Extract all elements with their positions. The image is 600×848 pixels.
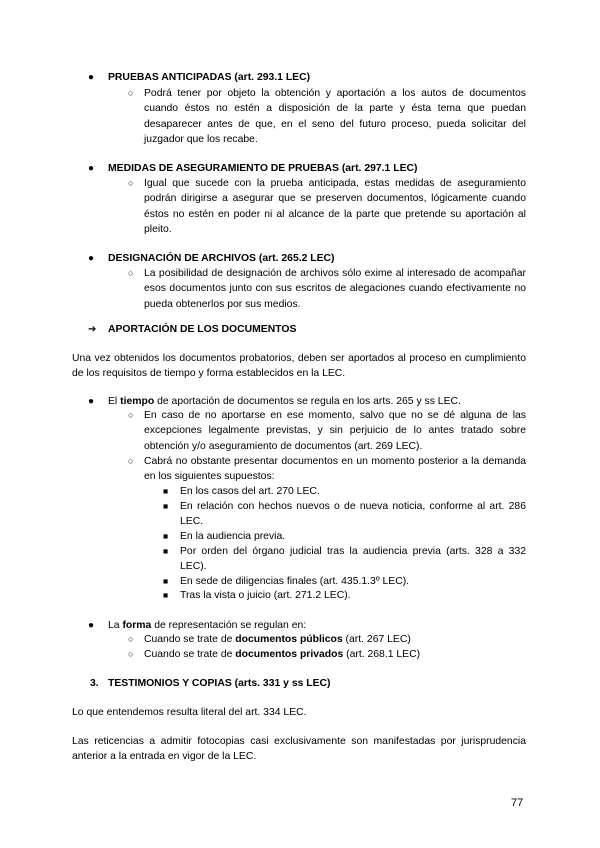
case-item: En sede de diligencias finales (art. 435.1.3º LEC). bbox=[180, 576, 410, 587]
tiempo-sub-2: Cabrá no obstante presentar documentos en un momento posterior a la demanda en los siguientes supuestos: bbox=[144, 456, 526, 483]
case-item: Tras la vista o juicio (art. 271.2 LEC). bbox=[180, 590, 351, 601]
square-bullet-icon: ■ bbox=[163, 486, 169, 496]
section-heading-pruebas-anticipadas: PRUEBAS ANTICIPADAS (art. 293.1 LEC) bbox=[108, 72, 311, 83]
bullet-icon: ● bbox=[88, 72, 95, 83]
arrow-icon: ➔ bbox=[88, 324, 97, 335]
bullet-icon: ● bbox=[88, 620, 95, 631]
bullet-icon: ● bbox=[88, 253, 95, 264]
square-bullet-icon: ■ bbox=[163, 546, 169, 556]
forma-line: La forma de representación se regulan en: bbox=[108, 620, 307, 631]
hollow-bullet-icon: ○ bbox=[128, 88, 134, 98]
hollow-bullet-icon: ○ bbox=[128, 456, 134, 466]
section-number: 3. bbox=[90, 678, 99, 689]
square-bullet-icon: ■ bbox=[163, 501, 169, 511]
aportacion-heading: APORTACIÓN DE LOS DOCUMENTOS bbox=[108, 324, 297, 335]
square-bullet-icon: ■ bbox=[163, 531, 169, 541]
section-text-medidas-aseguramiento: Igual que sucede con la prueba anticipada, estas medidas de aseguramiento podrán dirigirse a asegurar que se preserven documentos, lógicamente cuando éstos no estén en poder ni al alcance de la parte que pretende su aportación al pleito. bbox=[144, 178, 526, 235]
square-bullet-icon: ■ bbox=[163, 590, 169, 600]
aportacion-intro: Una vez obtenidos los documentos probatorios, deben ser aportados al proceso en cumplimiento de los requisitos de tiempo y forma establecidos en la LEC. bbox=[72, 353, 526, 380]
testimonios-heading: TESTIMONIOS Y COPIAS (arts. 331 y ss LEC) bbox=[108, 678, 331, 689]
tiempo-line: El tiempo de aportación de documentos se regula en los arts. 265 y ss LEC. bbox=[108, 396, 461, 407]
section-text-designacion-archivos: La posibilidad de designación de archivos sólo exime al interesado de acompañar esos documentos junto con sus escritos de alegaciones cuando efectivamente no pueda obtenerlos por sus medios. bbox=[144, 268, 526, 310]
hollow-bullet-icon: ○ bbox=[128, 410, 134, 420]
case-item: Por orden del órgano judicial tras la audiencia previa (arts. 328 a 332 LEC). bbox=[180, 546, 526, 573]
hollow-bullet-icon: ○ bbox=[128, 634, 134, 644]
testimonios-paragraph-1: Lo que entendemos resulta literal del art. 334 LEC. bbox=[72, 707, 307, 718]
section-text-pruebas-anticipadas: Podrá tener por objeto la obtención y aportación a los autos de documentos cuando éstos no estén a disposición de la parte y ésta tema que puedan desaparecer antes de que, en el seno del futuro proceso, pueda solicitar del juzgador que los recabe. bbox=[144, 88, 526, 145]
tiempo-sub-1: En caso de no aportarse en ese momento, salvo que no se dé alguna de las excepciones legalmente previstas, y sin perjuicio de lo antes tratado sobre obtención y/o aseguramiento de documentos (art. 269 LEC). bbox=[144, 410, 526, 452]
case-item: En los casos del art. 270 LEC. bbox=[180, 486, 320, 497]
section-heading-designacion-archivos: DESIGNACIÓN DE ARCHIVOS (art. 265.2 LEC) bbox=[108, 253, 335, 264]
forma-item-privados: Cuando se trate de documentos privados (art. 268.1 LEC) bbox=[144, 649, 421, 660]
square-bullet-icon: ■ bbox=[163, 576, 169, 586]
bullet-icon: ● bbox=[88, 396, 95, 407]
hollow-bullet-icon: ○ bbox=[128, 649, 134, 659]
hollow-bullet-icon: ○ bbox=[128, 268, 134, 278]
forma-item-publicos: Cuando se trate de documentos públicos (art. 267 LEC) bbox=[144, 634, 411, 645]
testimonios-paragraph-2: Las reticencias a admitir fotocopias casi exclusivamente son manifestadas por jurisprudencia anterior a la entrada en vigor de la LEC. bbox=[72, 736, 526, 763]
case-item: En la audiencia previa. bbox=[180, 531, 286, 542]
bullet-icon: ● bbox=[88, 163, 95, 174]
case-item: En relación con hechos nuevos o de nueva noticia, conforme al art. 286 LEC. bbox=[180, 501, 526, 528]
page-number: 77 bbox=[511, 797, 524, 809]
section-heading-medidas-aseguramiento: MEDIDAS DE ASEGURAMIENTO DE PRUEBAS (art. 297.1 LEC) bbox=[108, 163, 418, 174]
hollow-bullet-icon: ○ bbox=[128, 178, 134, 188]
